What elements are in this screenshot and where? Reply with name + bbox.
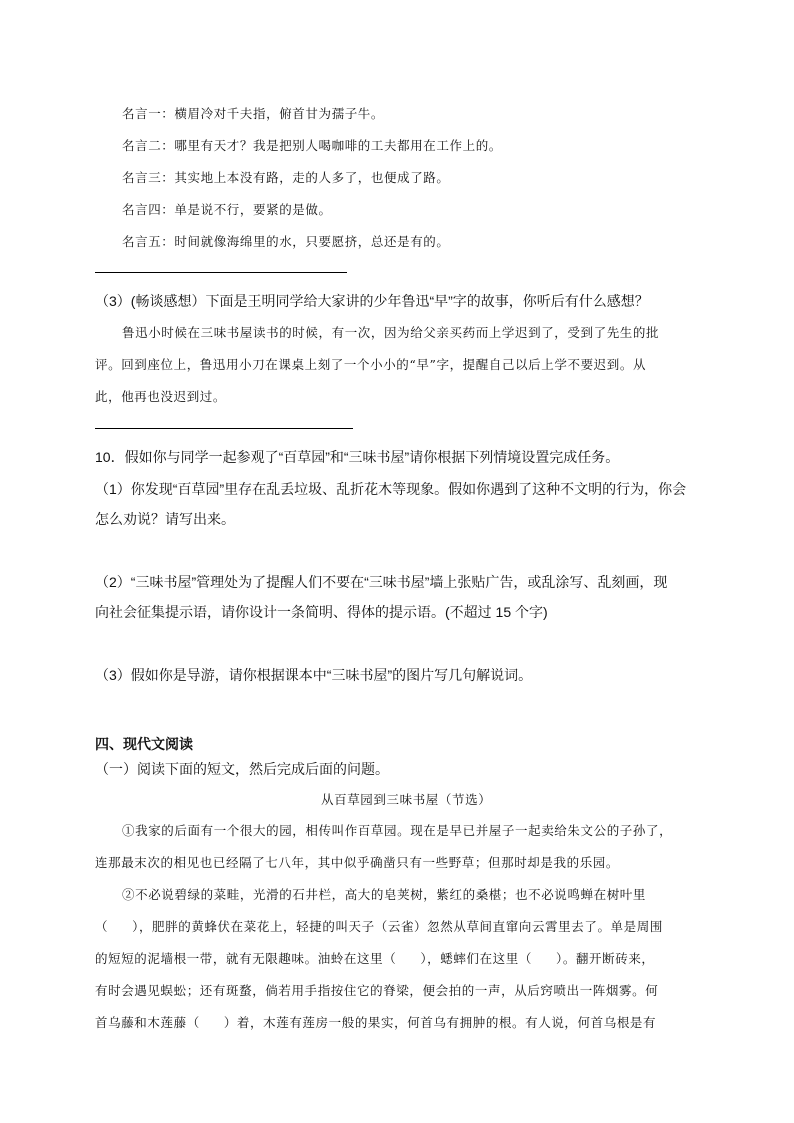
q9-3-story-line-1: 鲁迅小时候在三味书屋读书的时候，有一次，因为给父亲买药而上学迟到了，受到了先生的批	[122, 325, 660, 340]
section-4-heading: 四、现代文阅读	[95, 736, 193, 752]
passage-para-1-line-2: 连那最末次的相见也已经隔了七八年，其中似乎确凿只有一些野草；但那时却是我的乐园。	[95, 855, 620, 870]
q10-2-line-1: （2）“三味书屋”管理处为了提醒人们不要在“三味书屋”墙上张贴广告，或乱涂写、乱刻画，现	[95, 574, 668, 590]
answer-line-quotes	[95, 272, 347, 273]
quote-4: 名言四：单是说不行，要紧的是做。	[122, 202, 332, 217]
quote-2: 名言二：哪里有天才？我是把别人喝咖啡的工夫都用在工作上的。	[122, 138, 502, 153]
q9-3-story-line-2: 评。回到座位上，鲁迅用小刀在课桌上刻了一个小小的“早”字，提醒自己以后上学不要迟到。从	[95, 357, 647, 372]
passage-para-2-line-1: ②不必说碧绿的菜畦，光滑的石井栏，高大的皂荚树，紫红的桑椹；也不必说鸣蝉在树叶里	[122, 887, 647, 902]
q10-3: （3）假如你是导游，请你根据课本中“三味书屋”的图片写几句解说词。	[95, 667, 533, 683]
q9-3-prompt: （3）(畅谈感想）下面是王明同学给大家讲的少年鲁迅“早”字的故事，你听后有什么感想？	[95, 293, 649, 309]
quote-3: 名言三：其实地上本没有路，走的人多了，也便成了路。	[122, 170, 450, 185]
paren-open: （	[95, 919, 109, 934]
answer-line-q9-3	[95, 428, 353, 429]
line3-part-a: 的短短的泥墙根一带，就有无限趣味。油蛉在这里（	[95, 951, 397, 966]
passage-para-2-line-5	[95, 1013, 656, 1031]
passage-para-1-line-1: ①我家的后面有一个很大的园，相传叫作百草园。现在是早已并屋子一起卖给朱文公的子孙了，	[122, 823, 673, 838]
q10-1-line-1: （1）你发现“百草园”里存在乱丢垃圾、乱折花木等现象。假如你遇到了这种不文明的行为，你会	[95, 481, 687, 497]
paren-close-text: ），肥胖的黄蜂伏在菜花上，轻捷的叫天子（云雀）忽然从草间直窜向云霄里去了。单是周围	[132, 919, 663, 934]
quote-5: 名言五：时间就像海绵里的水，只要愿挤，总还是有的。	[122, 234, 450, 249]
passage-title: 从百草园到三味书屋（节选）	[321, 792, 492, 807]
quote-1: 名言一：横眉冷对千夫指，俯首甘为孺子牛。	[122, 106, 385, 121]
q10-2-line-2: 向社会征集提示语，请你设计一条简明、得体的提示语。(不超过 15 个字)	[95, 604, 548, 620]
passage-para-2-line-3	[95, 949, 655, 967]
line3-part-c: ）。翻开断砖来，	[555, 951, 655, 966]
passage-para-2-line-4: 有时会遇见蜈蚣；还有斑蝥，倘若用手指按住它的脊梁，便会拍的一声，从后窍喷出一阵烟雾。何	[95, 983, 659, 998]
section-4-subheading: （一）阅读下面的短文，然后完成后面的问题。	[95, 761, 389, 777]
q9-3-story-line-3: 此，他再也没迟到过。	[95, 389, 227, 404]
line5-part-b: ）着，木莲有莲房一般的果实，何首乌有拥肿的根。有人说，何首乌根是有	[223, 1015, 657, 1030]
q10-stem: 10．假如你与同学一起参观了“百草园”和“三味书屋”请你根据下列情境设置完成任务。	[95, 449, 620, 465]
passage-para-2-line-2	[95, 917, 663, 935]
line5-part-a: 首乌藤和木莲藤（	[95, 1015, 200, 1030]
q10-1-line-2: 怎么劝说？请写出来。	[95, 511, 235, 527]
line3-part-b: ），蟋蟀们在这里（	[420, 951, 532, 966]
